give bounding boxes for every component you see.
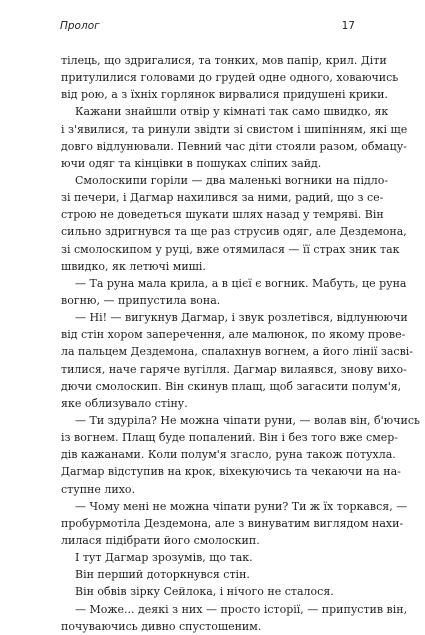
running-head (60, 20, 355, 34)
paragraph (61, 103, 408, 172)
paragraph (61, 309, 414, 412)
text-line: І тут Дагмар зрозумів, що так. (75, 551, 253, 565)
text-line: — Може... деякі з них — просто історії, — припустив він, (75, 602, 408, 616)
text-line: ступне лихо. (61, 482, 136, 496)
chapter-title: Пролог (60, 20, 100, 32)
paragraph (61, 498, 408, 549)
text-line: швидко, як летючі миші. (61, 259, 206, 273)
text-line: від рою, а з їхніх горлянок вирвалися придушені крики. (61, 88, 388, 102)
text-line: тилися, наче гаряче вугілля. Дагмар вилаявся, знову вихо- (61, 362, 407, 376)
text-line: яке облизувало стіну. (61, 396, 188, 410)
text-line: — Ти здуріла? Не можна чіпати руни, — волав він, б'ючись (75, 413, 421, 427)
paragraph (61, 549, 356, 566)
text-line: із вогнем. Плащ буде попалений. Він і без того вже смер- (61, 431, 399, 445)
text-line: строю не доведеться шукати шлях назад у темряві. Він (61, 208, 384, 222)
paragraph (61, 52, 399, 103)
paragraph (61, 412, 421, 498)
text-line: Він перший доторкнувся стін. (75, 568, 250, 582)
paragraph (61, 601, 408, 635)
text-line: від стін хором заперечення, але малюнок, по якому прове- (61, 328, 406, 342)
text-line: притулилися головами до грудей одне одного, ховаючись (61, 71, 399, 85)
text-line: Він обвів зірку Сейлока, і нічого не сталося. (75, 585, 334, 599)
text-line: Дагмар відступив на крок, віхекуючись та чекаючи на на- (61, 465, 401, 479)
text-line: дів кажанами. Коли полум'я згасло, руна також потухла. (61, 448, 396, 462)
text-line: — Ні! — вигукнув Дагмар, і звук розлетівся, відлунюючи (75, 311, 408, 325)
paragraph (61, 172, 407, 275)
text-line: — Чому мені не можна чіпати руни? Ти ж їх торкався, — (75, 499, 408, 513)
text-line: пробурмотіла Дездемона, але з винуватим виглядом нахи- (61, 516, 404, 530)
text-line: лилася підібрати його смолоскип. (61, 533, 260, 547)
text-line: зі смолоскипом у руці, вже отямилася — її страх зник так (61, 242, 400, 256)
text-line: тілець, що здригалися, та тонких, мов папір, крил. Діти (61, 54, 387, 67)
text-line: Кажани знайшли отвір у кімнаті так само швидко, як (75, 105, 389, 119)
text-line: ла пальцем Дездемона, спалахнув вогнем, а його лінії засві- (61, 345, 414, 359)
text-line: почуваючись дивно спустошеним. (61, 619, 262, 633)
text-line: — Та руна мала крила, а в цієї є вогник. Мабуть, це руна (75, 276, 407, 290)
text-line: сильно здригнувся та ще раз струсив одяг, але Дездемона, (61, 225, 407, 239)
text-line: і з'явилися, та ринули звідти зі свистом і шипінням, які ще (61, 122, 408, 136)
text-line: Смолоскипи горіли — два маленькі вогники на підло- (75, 173, 389, 187)
paragraph (61, 566, 356, 583)
paragraph (61, 275, 407, 309)
text-line: вогню, — припустила вона. (61, 293, 221, 307)
text-line: ючи одяг та кінцівки в пошуках сліпих зайд. (61, 156, 322, 170)
text-line: зі печери, і Дагмар нахилився за ними, радий, що з се- (61, 191, 384, 205)
text-line: довго відлунювали. Певний час діти стояли разом, обмацу- (61, 139, 407, 153)
paragraph (61, 583, 356, 600)
page-number: 17 (341, 20, 355, 32)
body-text (61, 52, 421, 635)
text-line: дючи смолоскип. Він скинув плащ, щоб загасити полум'я, (61, 379, 402, 393)
